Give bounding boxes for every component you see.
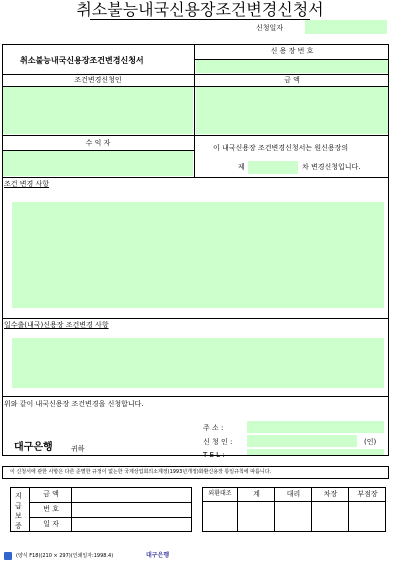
notice-suffix: 차 변경신청입니다. [302,163,361,171]
page-title: 취소불능내국신용장조건변경신청서 [76,0,324,19]
divider [2,318,389,319]
apply-date-field[interactable] [305,20,387,34]
footer-bank-name: 대구은행 [146,552,170,559]
lc-number-label: 신 용 장 번 호 [270,47,314,55]
form-code: (양식 F18)(210 × 297)(인쇄일자:1998.4) [16,553,114,559]
address-label: 주 소 : [203,424,224,432]
approval-header: 차장 [323,490,338,498]
approval-header: 외환대조 [208,490,232,497]
applicant-label: 조건변경신청인 [74,76,122,84]
approval-header: 대리 [286,490,301,498]
bank-name: 대구은행 [14,442,53,453]
approval-header: 부점장 [357,490,378,498]
divider [2,177,389,178]
tel-field[interactable] [247,449,384,455]
divider [30,502,192,503]
bank-logo-icon [4,552,12,560]
guarantee-row-label: 번 호 [43,505,59,513]
divider [194,74,195,135]
beneficiary-label: 수 익 자 [85,139,111,147]
amount-field[interactable] [196,87,388,134]
beneficiary-field[interactable] [3,151,193,176]
tel-label: T E L : [203,451,225,459]
notice-prefix: 제 [238,163,245,171]
change-details-field[interactable] [12,202,384,308]
form-title: 취소불능내국신용장조건변경신청서 [20,56,144,65]
title-underline [90,19,310,20]
lc-number-field[interactable] [196,60,388,73]
apply-date-label: 신청일자 [256,24,284,32]
seal-mark: (인) [364,438,377,446]
applicant-name-field[interactable] [247,435,357,447]
divider [2,396,389,397]
honorific: 귀하 [71,445,85,453]
amount-label: 금 액 [284,76,300,84]
address-field[interactable] [247,421,384,433]
footer-note: 이 신청서에 관한 사항은 다른 준별한 규정이 없는한 국제상업회의소제정(1993년개정)화환신용장 통일규칙에 따릅니다. [10,469,272,475]
applicant-sign-label: 신 청 인 : [203,438,233,446]
change-section-title: 조건 변경 사항 [4,180,50,188]
guarantee-side-label: 지급보증 [15,492,22,530]
divider [194,135,195,177]
import-change-details-field[interactable] [12,338,384,388]
applicant-field[interactable] [3,87,193,134]
guarantee-row-label: 금 액 [43,490,59,498]
declaration-text: 위와 같이 내국신용장 조건변경을 신청합니다. [4,400,144,408]
divider [2,74,389,75]
divider [2,135,389,136]
approval-header: 계 [253,490,260,498]
amendment-number-field[interactable] [248,161,298,174]
notice-line1: 이 내국신용장 조건변경신청서는 원신용장의 [213,144,349,152]
import-change-section-title: 일수출(내국)신용장 조건변경 사항 [4,321,109,329]
divider [30,517,192,518]
guarantee-row-label: 일 자 [43,520,59,528]
